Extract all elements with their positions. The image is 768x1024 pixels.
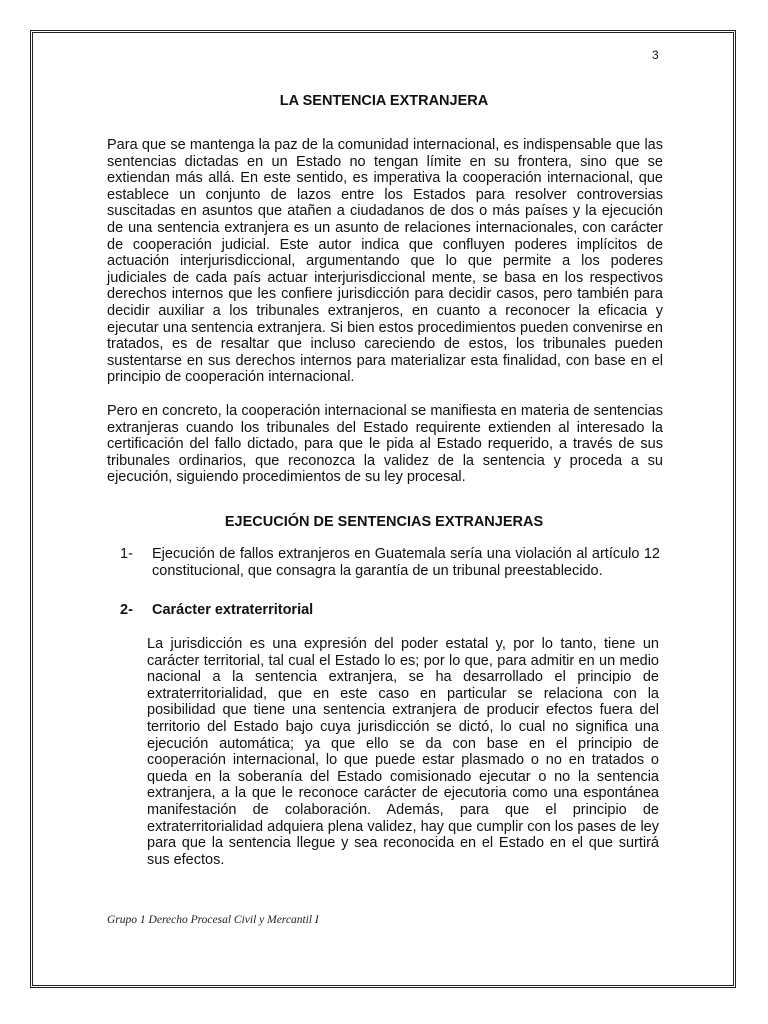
section-title-ejecucion: EJECUCIÓN DE SENTENCIAS EXTRANJERAS bbox=[224, 514, 544, 530]
page-footer: Grupo 1 Derecho Procesal Civil y Mercantil I bbox=[107, 914, 319, 926]
body-paragraph: Para que se mantenga la paz de la comunidad internacional, es indispensable que las sentencias dictadas en un Estado no tengan límite en su frontera, sino que se extiendan más allá. En este sentido, es imperativa la cooperación internacional, que establece un conjunto de lazos entre los Estados para resolver controversias suscitadas en asuntos que atañen a ciudadanos de dos o más países y la ejecución de una sentencia extranjera es un asunto de relaciones internacionales, con carácter de cooperación judicial. Este autor indica que confluyen poderes implícitos de actuación interjurisdiccional, argumentando que lo que permite a los poderes judiciales de cada país actuar interjurisdiccional mente, se basa en los respectivos derechos internos que les confiere jurisdicción para decidir casos, pero también para decidir auxiliar a los tribunales extranjeros, en cuanto a reconocer la eficacia y ejecutar una sentencia extranjera. Si bien estos procedimientos pueden convenirse en tratados, es de resaltar que incluso careciendo de estos, los tribunales pueden sustentarse en sus derechos internos para materializar esta finalidad, con base en el principio de cooperación internacional. bbox=[107, 137, 663, 386]
list-item-heading: Carácter extraterritorial bbox=[152, 602, 314, 618]
section-title-sentencia-extranjera: LA SENTENCIA EXTRANJERA bbox=[279, 93, 489, 109]
page-number: 3 bbox=[652, 48, 659, 62]
list-item bbox=[120, 546, 660, 580]
body-paragraph: La jurisdicción es una expresión del poder estatal y, por lo tanto, tiene un carácter territorial, tal cual el Estado lo es; por lo que, para admitir en un medio nacional a la sentencia extranjera, se ha desarrollado el principio de extraterritorialidad, que en este caso en particular se relaciona con la posibilidad que tiene una sentencia extranjera de producir efectos fuera del territorio del Estado bajo cuya jurisdicción se dictó, lo cual no significa una ejecución automática; ya que ello se da con base en el principio de cooperación internacional, lo que puede estar plasmado o no en tratados o queda en la soberanía del Estado comisionado ejecutar o no la sentencia extranjera, a la que le reconoce carácter de ejecutoria como una espontánea manifestación de colaboración. Además, para que el principio de extraterritorialidad adquiera plena validez, hay que cumplir con los pases de ley para que la sentencia llegue y sea reconocida en el Estado en el que surtirá sus efectos. bbox=[147, 636, 659, 868]
list-item-text: Ejecución de fallos extranjeros en Guatemala sería una violación al artículo 12 constitucional, que consagra la garantía de un tribunal preestablecido. bbox=[152, 546, 660, 579]
list-marker: 1- bbox=[120, 546, 133, 562]
list-item bbox=[120, 602, 660, 619]
list-marker: 2- bbox=[120, 602, 133, 618]
body-paragraph: Pero en concreto, la cooperación internacional se manifiesta en materia de sentencias extranjeras cuando los tribunales del Estado requirente extienden al interesado la certificación del fallo dictado, para que le pida al Estado requerido, a través de sus tribunales ordinarios, que reconozca la validez de la sentencia y proceda a su ejecución, siguiendo procedimientos de su ley procesal. bbox=[107, 403, 663, 486]
